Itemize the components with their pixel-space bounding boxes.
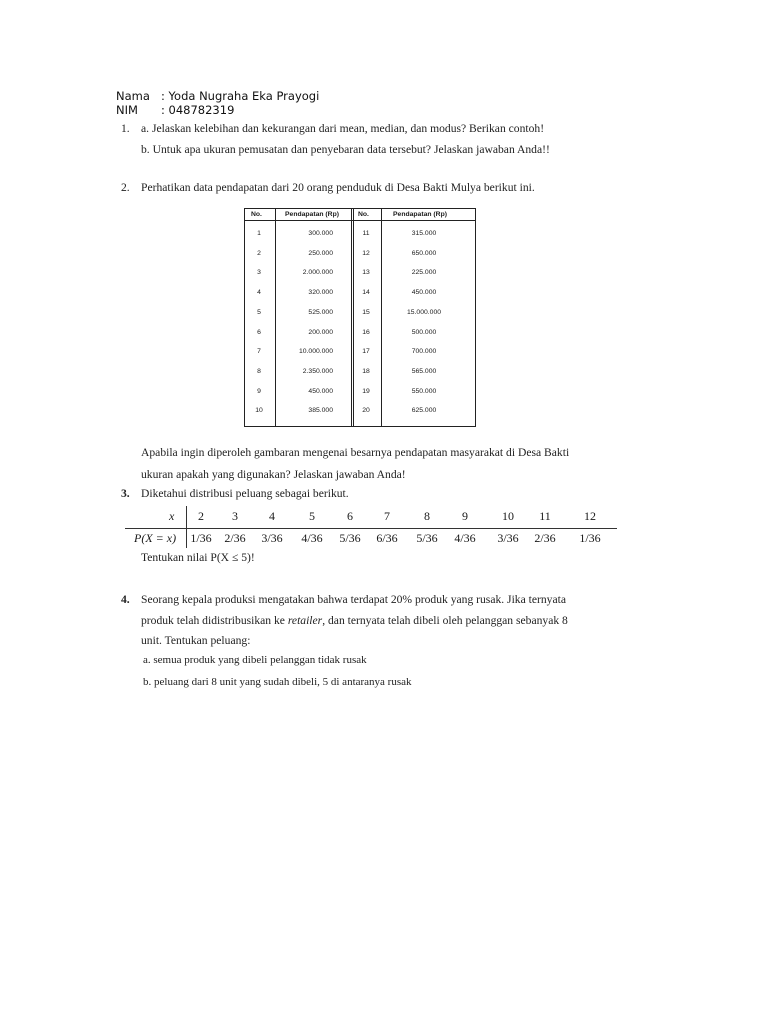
income-no-left: 2 — [257, 249, 261, 257]
question-1-b-text: b. Untuk apa ukuran pemusatan dan penyebaran data tersebut? Jelaskan jawaban Anda!! — [141, 143, 550, 156]
x-value: 7 — [384, 509, 390, 523]
p-value: 6/36 — [376, 531, 398, 545]
income-value-right: 500.000 — [411, 328, 437, 336]
income-no-right: 16 — [362, 328, 370, 336]
p-value: 5/36 — [416, 531, 438, 545]
income-value-left: 2.350.000 — [302, 367, 333, 375]
x-value: 3 — [232, 509, 238, 523]
question-4-line2 — [141, 614, 661, 630]
income-value-left: 250.000 — [308, 249, 333, 257]
income-value-left: 450.000 — [308, 387, 333, 395]
question-2-number: 2. — [121, 181, 130, 194]
table-header-income-right: Pendapatan (Rp) — [393, 211, 448, 218]
question-3 — [121, 487, 641, 503]
x-value: 5 — [309, 509, 315, 523]
income-value-left: 10.000.000 — [298, 348, 333, 356]
question-4-line1-text: Seorang kepala produksi mengatakan bahwa terdapat 20% produk yang rusak. Jika ternyata — [141, 593, 566, 606]
question-1-a-text: a. Jelaskan kelebihan dan kekurangan dari mean, median, dan modus? Berikan contoh! — [141, 122, 545, 135]
x-value: 12 — [584, 509, 596, 523]
p-value: 4/36 — [454, 531, 476, 545]
income-value-right: 15.000.000 — [406, 308, 442, 316]
p-value: 5/36 — [339, 531, 361, 545]
question-2-followup-line1: Apabila ingin diperoleh gambaran mengenai besarnya pendapatan masyarakat di Desa Bakti — [141, 446, 570, 459]
student-name-row — [116, 89, 416, 104]
income-value-right: 565.000 — [411, 367, 437, 375]
income-value-left: 385.000 — [308, 407, 333, 415]
income-no-left: 9 — [257, 387, 261, 395]
question-2-followup-line2: ukuran apakah yang digunakan? Jelaskan jawaban Anda! — [141, 468, 406, 481]
income-no-left: 8 — [257, 367, 261, 375]
income-no-left: 1 — [257, 230, 261, 237]
name-value: : Yoda Nugraha Eka Prayogi — [161, 89, 320, 103]
table-divider — [275, 209, 276, 426]
p-value: 1/36 — [190, 531, 212, 545]
income-value-right: 650.000 — [411, 249, 437, 257]
income-no-left: 10 — [255, 407, 263, 415]
x-value: 4 — [269, 509, 275, 523]
income-no-right: 14 — [362, 289, 370, 297]
nim-label: NIM — [116, 103, 138, 117]
income-no-left: 3 — [257, 269, 261, 277]
x-value: 10 — [502, 509, 514, 523]
question-4-option-a: a. semua produk yang dibeli pelanggan tidak rusak — [143, 654, 367, 666]
income-value-right: 315.000 — [411, 230, 437, 237]
x-value: 8 — [424, 509, 430, 523]
question-4-number: 4. — [121, 593, 130, 606]
income-value-right: 700.000 — [411, 348, 437, 356]
x-value: 6 — [347, 509, 353, 523]
table-header-no-left: No. — [251, 211, 262, 218]
income-value-right: 550.000 — [411, 387, 437, 395]
question-3-text: Diketahui distribusi peluang sebagai berikut. — [141, 487, 349, 500]
question-4-line1 — [121, 593, 661, 609]
question-4-line2-pre: produk telah didistribusikan ke — [141, 614, 288, 627]
p-value: 4/36 — [301, 531, 323, 545]
question-4-line2-emphasis: retailer — [287, 614, 323, 627]
income-value-right: 450.000 — [411, 289, 437, 297]
income-no-left: 5 — [257, 308, 261, 316]
income-no-right: 13 — [362, 269, 370, 277]
income-value-left: 200.000 — [308, 328, 333, 336]
income-no-right: 11 — [362, 230, 370, 237]
income-no-left: 7 — [257, 348, 261, 356]
income-value-left: 525.000 — [308, 308, 333, 316]
student-nim-row — [116, 103, 416, 118]
income-value-right: 625.000 — [411, 407, 437, 415]
income-no-right: 20 — [362, 407, 370, 415]
nim-value: : 048782319 — [161, 103, 235, 117]
question-4-line2-post: , dan ternyata telah dibeli oleh pelanggan sebanyak 8 — [322, 614, 568, 627]
question-4-line3: unit. Tentukan peluang: — [141, 634, 251, 647]
table-header-income-left: Pendapatan (Rp) — [285, 211, 340, 218]
question-3-task: Tentukan nilai P(X ≤ 5)! — [141, 551, 255, 564]
income-value-left: 2.000.000 — [302, 269, 333, 277]
income-value-left: 300.000 — [308, 230, 333, 237]
question-3-number: 3. — [121, 487, 130, 500]
p-value: 3/36 — [261, 531, 283, 545]
income-no-right: 18 — [362, 367, 370, 375]
question-4-option-b: b. peluang dari 8 unit yang sudah dibeli, 5 di antaranya rusak — [143, 676, 412, 688]
income-no-left: 4 — [257, 289, 261, 297]
table-divider — [381, 209, 382, 426]
question-1-number: 1. — [121, 122, 130, 135]
question-2 — [121, 181, 641, 197]
table-divider — [351, 209, 352, 426]
x-value: 9 — [462, 509, 468, 523]
question-1-a — [121, 122, 641, 138]
income-no-right: 17 — [362, 348, 370, 356]
table-header-divider — [245, 220, 475, 221]
distribution-row-divider — [125, 528, 617, 529]
p-value: 1/36 — [579, 531, 601, 545]
p-value: 2/36 — [534, 531, 556, 545]
p-label: P(X = x) — [134, 531, 177, 545]
x-label: x — [169, 509, 175, 523]
p-value: 2/36 — [224, 531, 246, 545]
income-value-right: 225.000 — [411, 269, 437, 277]
distribution-table — [125, 506, 617, 548]
income-no-right: 12 — [362, 249, 370, 257]
income-value-left: 320.000 — [308, 289, 333, 297]
question-2-text: Perhatikan data pendapatan dari 20 orang penduduk di Desa Bakti Mulya berikut ini. — [141, 181, 535, 194]
x-value: 2 — [198, 509, 204, 523]
income-no-right: 15 — [362, 308, 370, 316]
name-label: Nama — [116, 89, 150, 103]
x-value: 11 — [539, 509, 551, 523]
p-value: 3/36 — [497, 531, 519, 545]
income-no-right: 19 — [362, 387, 370, 395]
income-table — [244, 208, 476, 427]
table-header-no-right: No. — [358, 211, 369, 218]
income-no-left: 6 — [257, 328, 261, 336]
